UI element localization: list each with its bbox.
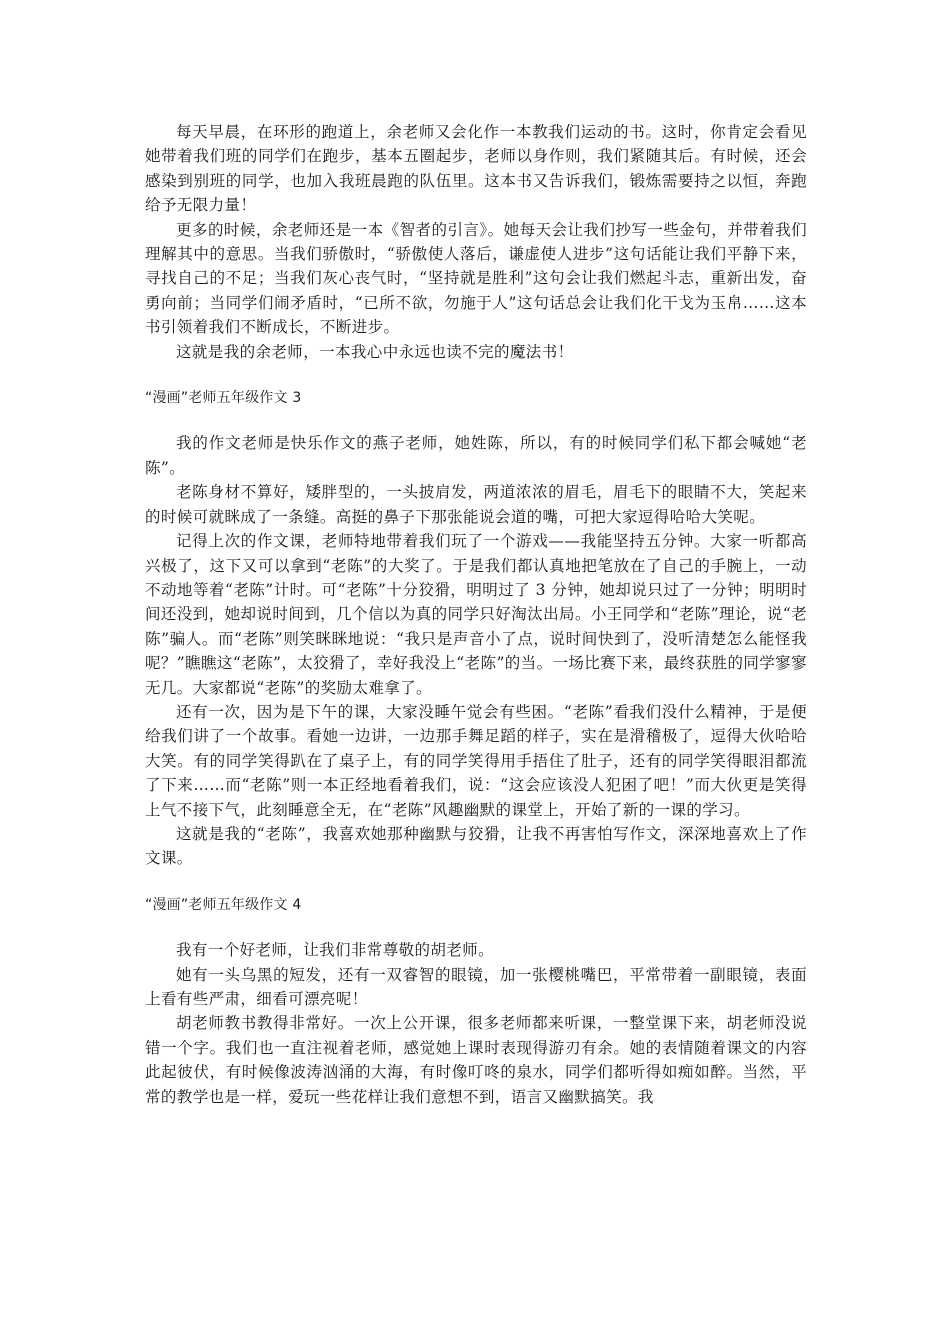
paragraph: 每天早晨，在环形的跑道上，余老师又会化作一本教我们运动的书。这时，你肯定会看见她带着我们班的同学们在跑步，基本五圈起步，老师以身作则，我们紧随其后。有时候，还会感染到别班的同学，也加入我班晨跑的队伍里。这本书又告诉我们，锻炼需要持之以恒，奔跑给予无限力量！ (145, 123, 807, 215)
paragraph: 这就是我的“老陈”，我喜欢她那种幽默与狡猾，让我不再害怕写作文，深深地喜欢上了作文课。 (145, 824, 807, 868)
section-heading: “漫画”老师五年级作文 4 (145, 896, 302, 913)
paragraph: 还有一次，因为是下午的课，大家没睡午觉会有些困。“老陈”看我们没什么精神，于是便给我们讲了一个故事。看她一边讲，一边那手舞足蹈的样子，实在是滑稽极了，逗得大伙哈哈大笑。有的同学笑得趴在了桌子上，有的同学笑得用手捂住了肚子，还有的同学笑得眼泪都流了下来……而“老陈”则一本正经地看着我们，说：“这会应该没人犯困了吧！”而大伙更是笑得上气不接下气，此刻睡意全无，在“老陈”风趣幽默的课堂上，开始了新的一课的学习。 (145, 702, 807, 819)
document-page (145, 120, 807, 1109)
section-heading: “漫画”老师五年级作文 3 (145, 390, 302, 407)
paragraph: 这就是我的余老师，一本我心中永远也读不完的魔法书！ (176, 342, 574, 361)
paragraph: 老陈身材不算好，矮胖型的，一头披肩发，两道浓浓的眉毛，眉毛下的眼睛不大，笑起来的时候可就眯成了一条缝。高挺的鼻子下那张能说会道的嘴，可把大家逗得哈哈大笑呢。 (145, 483, 807, 526)
paragraph: 更多的时候，余老师还是一本《智者的引言》。她每天会让我们抄写一些金句，并带着我们理解其中的意思。当我们骄傲时，“骄傲使人落后，谦虚使人进步”这句话能让我们平静下来，寻找自己的不足；当我们灰心丧气时，“坚持就是胜利”这句会让我们燃起斗志，重新出发，奋勇向前；当同学们闹矛盾时，“已所不欲，勿施于人”这句话总会让我们化干戈为玉帛……这本书引领着我们不断成长，不断进步。 (145, 220, 807, 337)
paragraph: 她有一头乌黑的短发，还有一双睿智的眼镜，加一张樱桃嘴巴，平常带着一副眼镜，表面上看有些严肃，细看可漂亮呢！ (145, 965, 807, 1008)
paragraph: 记得上次的作文课，老师特地带着我们玩了一个游戏——我能坚持五分钟。大家一听都高兴极了，这下又可以拿到“老陈”的大奖了。于是我们都认真地把笔放在了自己的手腕上，一动不动地等着“老陈”计时。可“老陈”十分狡猾，明明过了 3 分钟，她却说只过了一分钟；明明时间还没到，她却说时间到，几个信以为真的同学只好淘汰出局。小王同学和“老陈”理论，说“老陈”骗人。而“老陈”则笑眯眯地说：“我只是声音小了点，说时间快到了，没听清楚怎么能怪我呢？”瞧瞧这“老陈”，太狡猾了，幸好我没上“老陈”的当。一场比赛下来，最终获胜的同学寥寥无几。大家都说“老陈”的奖励太难拿了。 (145, 532, 807, 697)
paragraph: 我有一个好老师，让我们非常尊敬的胡老师。 (176, 941, 495, 960)
paragraph: 我的作文老师是快乐作文的燕子老师，她姓陈，所以，有的时候同学们私下都会喊她“老陈”。 (145, 434, 807, 477)
paragraph: 胡老师教书教得非常好。一次上公开课，很多老师都来听课，一整堂课下来，胡老师没说错一个字。我们也一直注视着老师，感觉她上课时表现得游刃有余。她的表情随着课文的内容此起彼伏，有时候像波涛汹涌的大海，有时像叮咚的泉水，同学们都听得如痴如醉。当然，平常的教学也是一样，爱玩一些花样让我们意想不到，语言又幽默搞笑。我 (145, 1014, 807, 1106)
